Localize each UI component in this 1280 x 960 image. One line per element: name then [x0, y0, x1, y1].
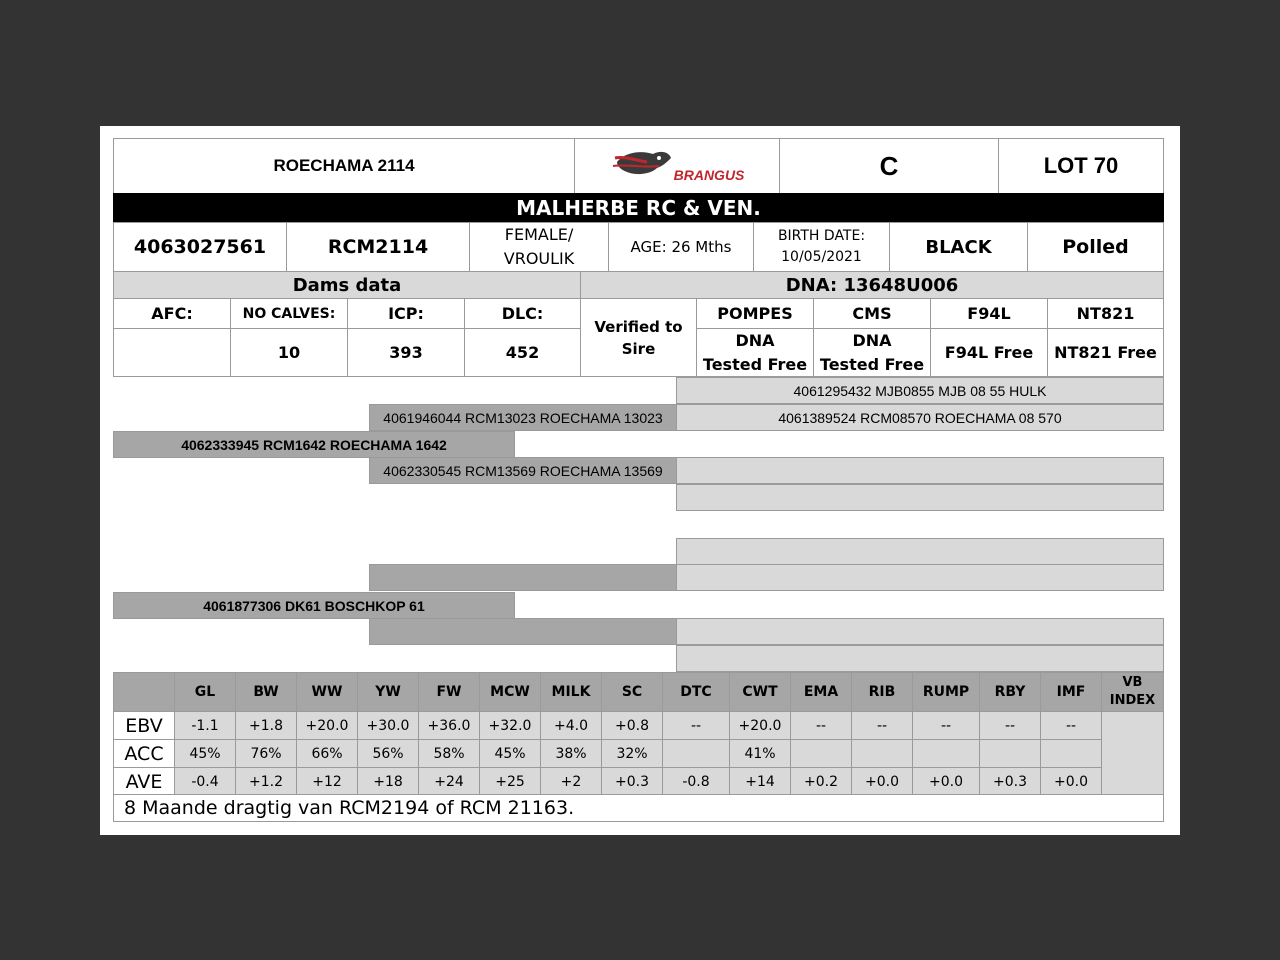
dna-title: DNA: 13648U006: [580, 271, 1164, 299]
ebv-ww-cell: +20.0: [296, 711, 358, 740]
acc-rby-cell: [979, 739, 1041, 768]
pompes-result: [696, 328, 814, 377]
ebv-rump-cell: --: [912, 711, 980, 740]
pompes-line2: Tested Free: [702, 354, 808, 374]
ebv-col-sc: SC: [601, 672, 663, 712]
acc-ema-cell: [790, 739, 852, 768]
birth-date: 10/05/2021: [781, 249, 862, 265]
ebv-col-ema: EMA: [790, 672, 852, 712]
ebv-col-gl: GL: [174, 672, 236, 712]
ave-fw-cell: +24: [418, 767, 480, 796]
cms-line2: Tested Free: [819, 354, 925, 374]
brangus-logo: [574, 138, 780, 194]
ave-gl-cell: -0.4: [174, 767, 236, 796]
seller-name: MALHERBE RC & VEN.: [113, 193, 1164, 223]
ebv-col-fw: FW: [418, 672, 480, 712]
pedigree-sire-dam-sire: [676, 457, 1164, 484]
ebv-col-ww: WW: [296, 672, 358, 712]
no-calves-label: NO CALVES:: [230, 298, 348, 329]
sex-line1: FEMALE/: [504, 225, 574, 244]
ave-ww-cell: +12: [296, 767, 358, 796]
icp-label: ICP:: [347, 298, 465, 329]
ave-yw-cell: +18: [357, 767, 419, 796]
pedigree-dam-sire-dam: [676, 564, 1164, 591]
acc-imf-cell: [1040, 739, 1102, 768]
cms-result: [813, 328, 931, 377]
acc-milk-cell: 38%: [540, 739, 602, 768]
ebv-col-imf: IMF: [1040, 672, 1102, 712]
acc-cwt-cell: 41%: [729, 739, 791, 768]
ebv-row-label-ebv: EBV: [113, 711, 175, 740]
ebv-milk-cell: +4.0: [540, 711, 602, 740]
lot-card: [100, 126, 1180, 835]
sex-cell: [469, 222, 609, 272]
pedigree-sire-sire-dam: 4061389524 RCM08570 ROECHAMA 08 570: [676, 404, 1164, 431]
f94l-result: F94L Free: [930, 328, 1048, 377]
ave-ema-cell: +0.2: [790, 767, 852, 796]
acc-yw-cell: 56%: [357, 739, 419, 768]
pedigree-dam: 4061877306 DK61 BOSCHKOP 61: [113, 592, 515, 619]
no-calves-value: 10: [230, 328, 348, 377]
pedigree-sire: 4062333945 RCM1642 ROECHAMA 1642: [113, 431, 515, 458]
ebv-cwt-cell: +20.0: [729, 711, 791, 740]
acc-dtc-cell: [662, 739, 730, 768]
pedigree-sire-dam: 4062330545 RCM13569 ROECHAMA 13569: [369, 457, 677, 484]
animal-code: RCM2114: [286, 222, 470, 272]
colour: BLACK: [889, 222, 1028, 272]
ave-mcw-cell: +25: [479, 767, 541, 796]
ebv-col-yw: YW: [357, 672, 419, 712]
acc-bw-cell: 76%: [235, 739, 297, 768]
ebv-rby-cell: --: [979, 711, 1041, 740]
ebv-fw-cell: +36.0: [418, 711, 480, 740]
ebv-row-label-acc: ACC: [113, 739, 175, 768]
registration-number: 4063027561: [113, 222, 287, 272]
afc-value: [113, 328, 231, 377]
afc-label: AFC:: [113, 298, 231, 329]
ebv-mcw-cell: +32.0: [479, 711, 541, 740]
ebv-corner-cell: [113, 672, 175, 712]
f94l-label: F94L: [930, 298, 1048, 329]
ebv-imf-cell: --: [1040, 711, 1102, 740]
pedigree-dam-dam-sire: [676, 618, 1164, 645]
ebv-bw-cell: +1.8: [235, 711, 297, 740]
vb-line1: VB: [1122, 675, 1143, 690]
ave-sc-cell: +0.3: [601, 767, 663, 796]
verified-line2: Sire: [621, 339, 656, 358]
ebv-col-dtc: DTC: [662, 672, 730, 712]
pedigree-dam-dam-dam: [676, 645, 1164, 672]
ebv-col-mcw: MCW: [479, 672, 541, 712]
ebv-col-cwt: CWT: [729, 672, 791, 712]
vb-index-value: [1101, 711, 1164, 796]
lot-number: LOT 70: [998, 138, 1164, 194]
ebv-col-bw: BW: [235, 672, 297, 712]
ave-rby-cell: +0.3: [979, 767, 1041, 796]
vb-line2: INDEX: [1109, 693, 1156, 708]
ebv-dtc-cell: --: [662, 711, 730, 740]
ave-rib-cell: +0.0: [851, 767, 913, 796]
ave-milk-cell: +2: [540, 767, 602, 796]
pompes-label: POMPES: [696, 298, 814, 329]
animal-name: ROECHAMA 2114: [113, 138, 575, 194]
ebv-row-label-ave: AVE: [113, 767, 175, 796]
cms-label: CMS: [813, 298, 931, 329]
acc-mcw-cell: 45%: [479, 739, 541, 768]
nt821-result: NT821 Free: [1047, 328, 1164, 377]
grade: C: [779, 138, 999, 194]
ave-imf-cell: +0.0: [1040, 767, 1102, 796]
ebv-rib-cell: --: [851, 711, 913, 740]
ave-dtc-cell: -0.8: [662, 767, 730, 796]
pedigree-sire-sire-sire: 4061295432 MJB0855 MJB 08 55 HULK: [676, 377, 1164, 404]
acc-rump-cell: [912, 739, 980, 768]
pedigree-dam-dam: [369, 618, 677, 645]
verified-to-sire: [580, 298, 697, 377]
sex-line2: VROULIK: [503, 249, 575, 268]
birth-cell: [753, 222, 890, 272]
ebv-yw-cell: +30.0: [357, 711, 419, 740]
ebv-sc-cell: +0.8: [601, 711, 663, 740]
ebv-ema-cell: --: [790, 711, 852, 740]
ebv-col-rby: RBY: [979, 672, 1041, 712]
verified-line1: Verified to: [594, 317, 683, 336]
birth-label: BIRTH DATE:: [777, 228, 866, 244]
dams-data-title: Dams data: [113, 271, 581, 299]
dlc-value: 452: [464, 328, 581, 377]
ebv-col-milk: MILK: [540, 672, 602, 712]
cms-line1: DNA: [852, 330, 892, 350]
pedigree-sire-sire: 4061946044 RCM13023 ROECHAMA 13023: [369, 404, 677, 431]
horn-status: Polled: [1027, 222, 1164, 272]
icp-value: 393: [347, 328, 465, 377]
acc-rib-cell: [851, 739, 913, 768]
ave-rump-cell: +0.0: [912, 767, 980, 796]
dlc-label: DLC:: [464, 298, 581, 329]
logo-text: BRANGUS: [673, 167, 745, 183]
acc-fw-cell: 58%: [418, 739, 480, 768]
ebv-col-vb-index: [1101, 672, 1164, 712]
ebv-gl-cell: -1.1: [174, 711, 236, 740]
ave-cwt-cell: +14: [729, 767, 791, 796]
pedigree-sire-dam-dam: [676, 484, 1164, 511]
pedigree-dam-sire: [369, 564, 677, 591]
ebv-col-rump: RUMP: [912, 672, 980, 712]
age: AGE: 26 Mths: [608, 222, 754, 272]
ave-bw-cell: +1.2: [235, 767, 297, 796]
pompes-line1: DNA: [735, 330, 775, 350]
pregnancy-note: 8 Maande dragtig van RCM2194 of RCM 21163.: [113, 794, 1164, 822]
acc-ww-cell: 66%: [296, 739, 358, 768]
ebv-col-rib: RIB: [851, 672, 913, 712]
acc-sc-cell: 32%: [601, 739, 663, 768]
pedigree-dam-sire-sire: [676, 538, 1164, 565]
nt821-label: NT821: [1047, 298, 1164, 329]
acc-gl-cell: 45%: [174, 739, 236, 768]
